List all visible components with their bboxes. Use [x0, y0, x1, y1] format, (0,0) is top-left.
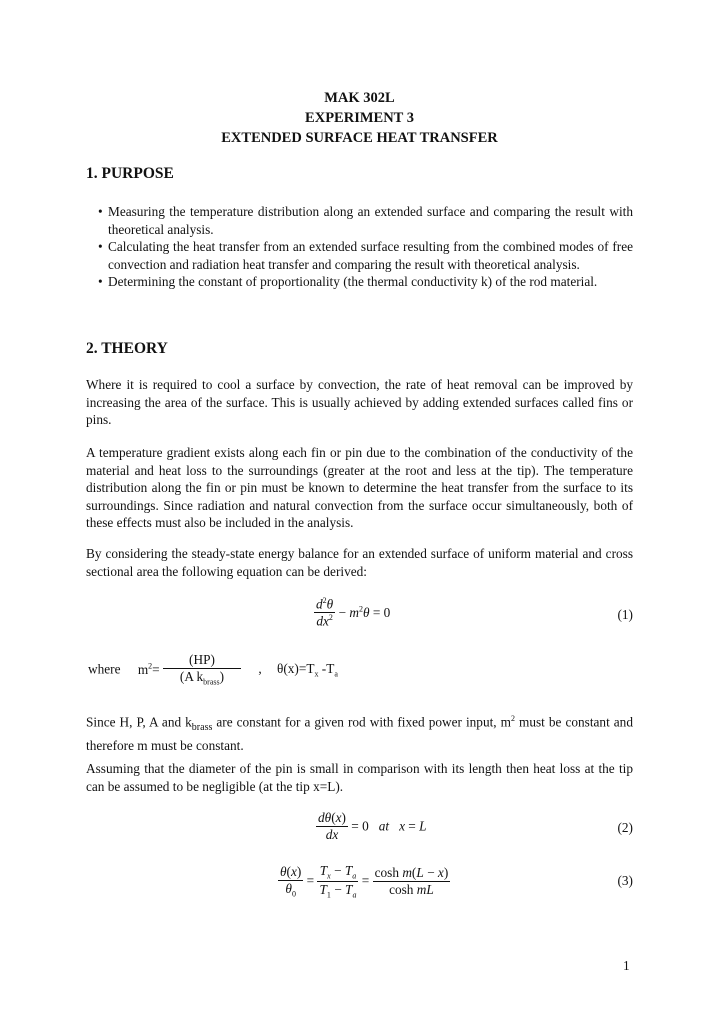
theory-paragraph-2: A temperature gradient exists along each fin or pin due to the combination of the conductivity of the material and heat loss to the surroundings (greater at the root and less at the tip). The temperature distribution along the fin or pin must be known to determine the heat transfer from the surface to its surroundings. Since radiation and natural convection from the surface occur simultaneously, both of these effects must also be included in the analysis. [86, 445, 633, 531]
purpose-list [86, 203, 633, 291]
theory-paragraph-4: Since H, P, A and $k_{brass}$ are constant for a given rod with fixed power input, $m^2$ must be constant and therefore m must be constant. [86, 714, 633, 753]
purpose-bullet [86, 273, 633, 291]
purpose-bullet [86, 238, 633, 273]
document-title-block [0, 88, 719, 148]
purpose-bullet [86, 203, 633, 238]
bullet-icon: • [98, 204, 103, 219]
purpose-bullet-text: Determining the constant of proportionality (the thermal conductivity k) of the rod material. [108, 274, 598, 290]
experiment-title: EXTENDED SURFACE HEAT TRANSFER [221, 130, 498, 146]
equation-2: $\frac{d\theta(x)}{dx}$ = 0 at x = L [318, 810, 427, 842]
course-code: MAK 302L [324, 90, 395, 106]
equation-1: $\frac{d^2\theta}{dx^2}$ − $m^2\theta = 0$ [316, 596, 391, 629]
theory-heading: 2. THEORY [86, 340, 168, 357]
equation-1-number: (1) [617, 607, 633, 622]
where-label: where [88, 661, 121, 677]
equation-3: $\frac{\theta(x)}{\theta_0}$ = $\frac{T_x - T_a}{T_1 - T_a}$ = $\frac{\text{cosh m(L − x)}}{\text{cosh mL}}$ [280, 863, 449, 900]
purpose-heading: 1. PURPOSE [86, 165, 174, 182]
page-number: 1 [623, 958, 630, 973]
bullet-icon: • [98, 239, 103, 255]
theory-paragraph-5: Assuming that the diameter of the pin is small in comparison with its length then heat loss at the tip can be assumed to be negligible (at the tip x=L). [86, 761, 633, 794]
theory-paragraph-3: By considering the steady-state energy balance for an extended surface of uniform material and cross sectional area the following equation can be derived: [86, 546, 633, 579]
theory-paragraph-1: Where it is required to cool a surface by convection, the rate of heat removal can be improved by increasing the area of the surface. This is usually achieved by adding extended surfaces called fins or pins. [86, 377, 633, 428]
equation-3-number: (3) [617, 873, 633, 888]
m-squared-definition: where $m^2=$ $\frac{(HP)}{(A k_{brass})}$ , $\theta(x)=T_x$ $-T_a$ [88, 652, 338, 687]
bullet-icon: • [98, 274, 103, 290]
purpose-bullet-text: Calculating the heat transfer from an extended surface resulting from the combined modes of free convection and radiation heat transfer and comparing the result with theoretical analysis. [108, 239, 633, 272]
equation-2-number: (2) [617, 820, 633, 835]
purpose-bullet-text: Measuring the temperature distribution along an extended surface and comparing the result with theoretical analysis. [108, 204, 633, 237]
experiment-number: EXPERIMENT 3 [305, 110, 414, 126]
